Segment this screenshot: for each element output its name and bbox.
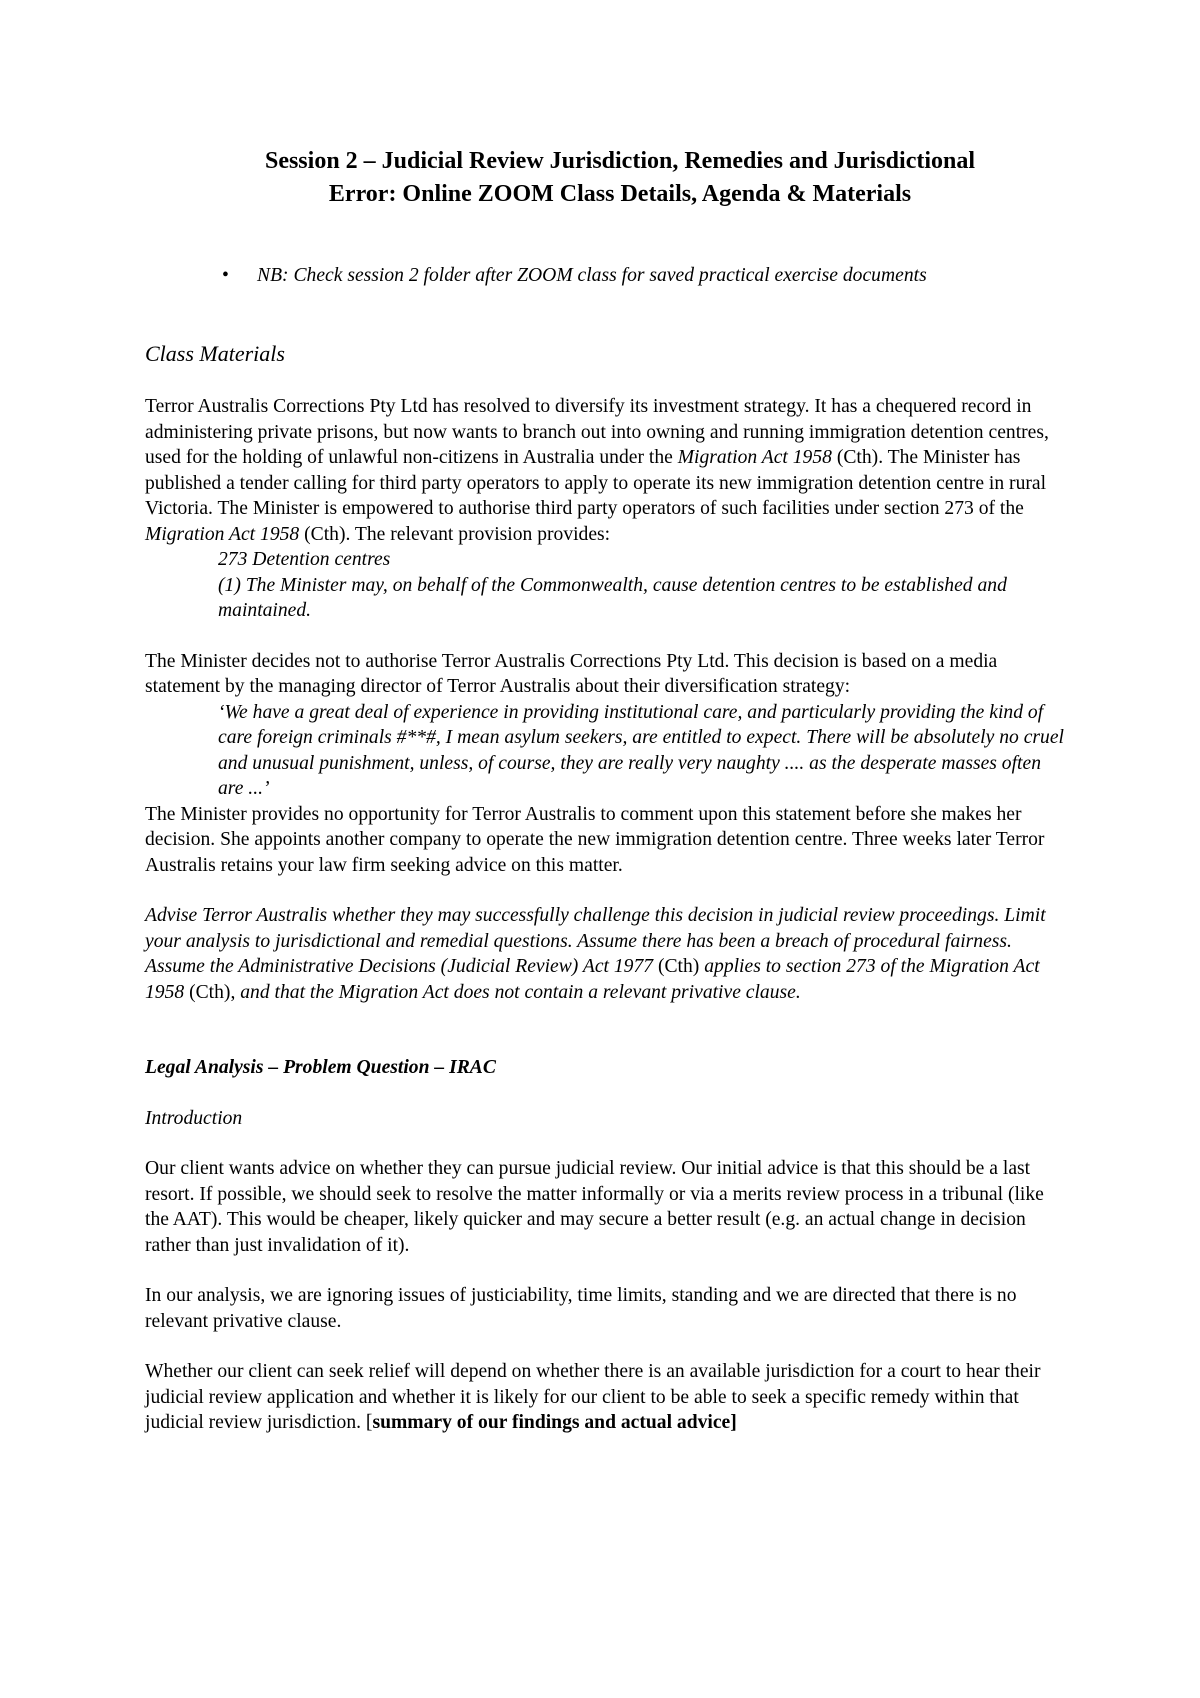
act-name: Migration Act 1958 xyxy=(677,447,832,468)
scenario-paragraph-1 xyxy=(145,394,1065,547)
analysis-paragraph-1: Our client wants advice on whether they can pursue judicial review. Our initial advice is that this should be a last resort. If possible, we should seek to resolve the matter informally or via a merits review process in a tribunal (like the AAT). This would be cheaper, likely quicker and may secure a better result (e.g. an actual change in decision rather than just invalidation of it). xyxy=(145,1158,1044,1256)
nb-list-item xyxy=(145,263,1065,289)
scenario-paragraph-2: The Minister decides not to authorise Terror Australis Corrections Pty Ltd. This decision is based on a media statement by the managing director of Terror Australis about their diversification strategy: xyxy=(145,650,998,697)
provision-heading: 273 Detention centres xyxy=(218,549,391,570)
media-quote: ‘We have a great deal of experience in providing institutional care, and particularly providing the kind of care foreign criminals #**#, I mean asylum seekers, are entitled to expect. There will be absolutely no cruel and unusual punishment, unless, of course, they are really very naughty .... as the desperate masses often are ...’ xyxy=(218,701,1064,799)
document-title xyxy=(145,145,1065,211)
introduction-heading: Introduction xyxy=(145,1107,243,1129)
advice-placeholder: summary of our findings and actual advice] xyxy=(372,1412,737,1433)
scenario-text: (Cth). The relevant provision provides: xyxy=(299,523,611,545)
act-name: Migration Act 1958 xyxy=(145,523,300,545)
task-text: Advise Terror Australis whether they may successfully challenge this decision in judicial review proceedings. Limit your analysis to jurisdictional and remedial questions. Assume there has been a breach of procedural fairness. Assume the Administrative Decisions (Judicial Review) Act 1977 xyxy=(145,905,1046,977)
scenario-text: Terror Australis Corrections Pty Ltd has resolved to diversify its investment strategy. It has a chequered record in administering private prisons, but now wants to branch out into owning and running immigration detention centres, used for the holding of unlawful non-citizens in Australia under the xyxy=(145,396,1049,468)
task-cth: (Cth), xyxy=(184,981,241,1003)
analysis-text: Whether our client can seek relief will depend on whether there is an available jurisdiction for a court to hear their judicial review application and whether it is likely for our client to be able to seek a specific remedy within that judicial review jurisdiction. [ xyxy=(145,1361,1041,1433)
bullet-icon: • xyxy=(222,265,229,286)
document-page xyxy=(145,145,1065,1436)
analysis-paragraph-2: In our analysis, we are ignoring issues of justiciability, time limits, standing and we are directed that there is no relevant privative clause. xyxy=(145,1285,1017,1332)
title-line-1: Session 2 – Judicial Review Jurisdiction, Remedies and Jurisdictional xyxy=(264,148,976,174)
task-cth: (Cth) xyxy=(653,956,705,977)
task-text: applies to section 273 of the Migration Act 1958 xyxy=(145,956,1040,1003)
scenario-paragraph-3: The Minister provides no opportunity for Terror Australis to comment upon this statement before she makes her decision. She appoints another company to operate the new immigration detention centre. Three weeks later Terror Australis retains your law firm seeking advice on this matter. xyxy=(145,803,1045,876)
legal-analysis-heading: Legal Analysis – Problem Question – IRAC xyxy=(145,1057,496,1078)
task-text: and that the Migration Act does not contain a relevant privative clause. xyxy=(240,981,801,1003)
provision-text: (1) The Minister may, on behalf of the Commonwealth, cause detention centres to be established and maintained. xyxy=(218,574,1007,621)
analysis-paragraph-3 xyxy=(145,1359,1065,1436)
class-materials-heading: Class Materials xyxy=(145,340,285,366)
title-line-2: Error: Online ZOOM Class Details, Agenda & Materials xyxy=(328,181,912,207)
scenario-text: (Cth). The Minister has published a tender calling for third party operators to apply to operate its new immigration detention centre in rural Victoria. The Minister is empowered to authorise third party operators of such facilities under section 273 of the xyxy=(145,447,1047,519)
nb-list xyxy=(145,263,1065,289)
nb-note: NB: Check session 2 folder after ZOOM class for saved practical exercise documents xyxy=(257,265,927,286)
task-instruction xyxy=(145,903,1065,1005)
